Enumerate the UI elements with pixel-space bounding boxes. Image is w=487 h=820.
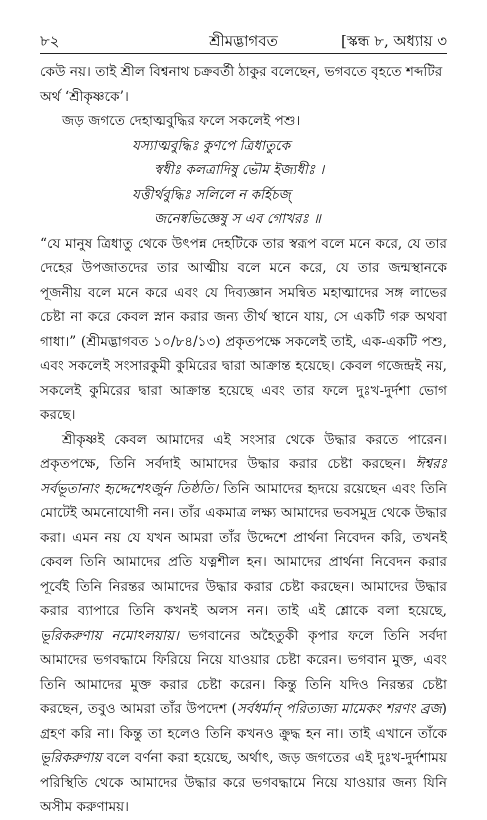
para-d-em: ভূরিকরুণায় [40,750,102,766]
canto-chapter: [স্কন্ধ ৮, অধ্যায় ৩ [340,32,447,50]
intro-line-1: কেউ নয়। তাই শ্রীল বিশ্বনাথ চক্রবর্তী ঠাকুর বলেছেন, ভগবতে বৃহতে শব্দটির [40,64,443,80]
para-e: বলে বর্ণনা করা হয়েছে, অর্থাৎ, জড় জগতের এই দুঃখ-দুর্দশাময় পরিস্থিতি থেকে আমাদের উদ্ধার করে ভগবদ্ধামে নিয়ে যাওয়ার জন্য যিনি অসীম করুণাময়। [40,750,447,815]
sanskrit-verse [40,134,447,232]
para-a-em: ঈশ্বরঃ সর্বভূতানাং হৃদ্দেশেঽর্জুন তিষ্ঠতি। [40,456,447,497]
running-header [40,30,447,52]
translation-quote: “যে মানুষ ত্রিধাতু থেকে উৎপন্ন দেহটিকে তার স্বরূপ বলে মনে করে, যে তার দেহের উপজাতদের তার আত্মীয় বলে মনে করে, যে তার জন্মস্থানকে পূজনীয় বলে মনে করে এবং যে দিব্যজ্ঞান সমন্বিত মহাত্মাদের সঙ্গ লাভের চেষ্টা না করে কেবল স্নান করার জন্য তীর্থ স্থানে যায়, সে একটি গরু অথবা গাধা।” (শ্রীমদ্ভাগবত ১০/৮৪/১৩) প্রকৃতপক্ষে সকলেই তাই, এক-একটি পশু, এবং সকলেই সংসারকুমী কুমিরের দ্বারা আক্রান্ত হয়েছে। কেবল গজেন্দ্রই নয়, সকলেই কুমিরের দ্বারা আক্রান্ত হয়েছে এবং তার ফলে দুঃখ-দুর্দশা ভোগ করছে। [40,235,447,423]
header-rule [40,53,447,54]
para-b: তিনি আমাদের হৃদয়ে রয়েছেন এবং তিনি মোটেই অমনোযোগী নন। তাঁর একমাত্র লক্ষ্য আমাদের ভবসমুদ্র থেকে উদ্ধার করা। এমন নয় যে যখন আমরা তাঁর উদ্দেশে প্রার্থনা নিবেদন করি, তখনই কেবল তিনি আমাদের প্রতি যত্নশীল হন। আমাদের প্রার্থনা নিবেদন করার পূর্বেই তিনি নিরন্তর আমাদের উদ্ধার করার চেষ্টা করছেন। আমাদের উদ্ধার করার ব্যাপারে তিনি কখনই অলস নন। তাই এই শ্লোকে বলা হয়েছে, [40,480,447,619]
para-b-em: ভূরিকরুণায় নমোঽলয়ায়। [40,627,179,644]
intro-line-2: অর্থ ‘শ্রীকৃষ্ণকে’। [40,88,129,105]
para-c-em: সর্বধর্মান্ পরিত্যজ্য মামেকং শরণং ব্রজ [236,701,442,717]
para-c: ভগবানের অহৈতুকী কৃপার ফলে তিনি সর্বদা আমাদের ভগবদ্ধামে ফিরিয়ে নিয়ে যাওয়ার চেষ্টা করেন। ভগবান মুক্ত, এবং তিনি আমাদের মুক্ত করার চেষ্টা করেন। কিন্তু তিনি যদিও নিরন্তর চেষ্টা করছেন, তবুও আমরা তাঁর উপদেশ ( [40,627,447,717]
verse-line-4: জনেষ্বভিজ্ঞেষু স এব গোখরঃ ॥ [154,211,321,227]
verse-line-1: যস্যাত্মবুদ্ধিঃ কুণপে ত্রিধাতুকে [132,137,291,154]
intro-line-3: জড় জগতে দেহাত্মবুদ্ধির ফলে সকলেই পশু। [62,113,301,129]
purport-paragraph [40,428,447,820]
page-number: ৮২ [40,32,60,50]
book-title: শ্রীমদ্ভাগবত [209,32,278,50]
page-body [40,60,447,820]
verse-line-3: যত্তীর্থবুদ্ধিঃ সলিলে ন কর্হিচজ্ [132,186,291,203]
verse-line-2: স্বধীঃ কলত্রাদিষু ভৌম ইজ্যধীঃ । [154,162,325,178]
para-d: ) গ্রহণ করি না। কিন্তু তা হলেও তিনি কখনও ক্রুদ্ধ হন না। তাই এখানে তাঁকে [40,701,447,742]
para-a: শ্রীকৃষ্ণই কেবল আমাদের এই সংসার থেকে উদ্ধার করতে পারেন। প্রকৃতপক্ষে, তিনি সর্বদাই আমাদের উদ্ধার করার চেষ্টা করছেন। [40,431,447,472]
